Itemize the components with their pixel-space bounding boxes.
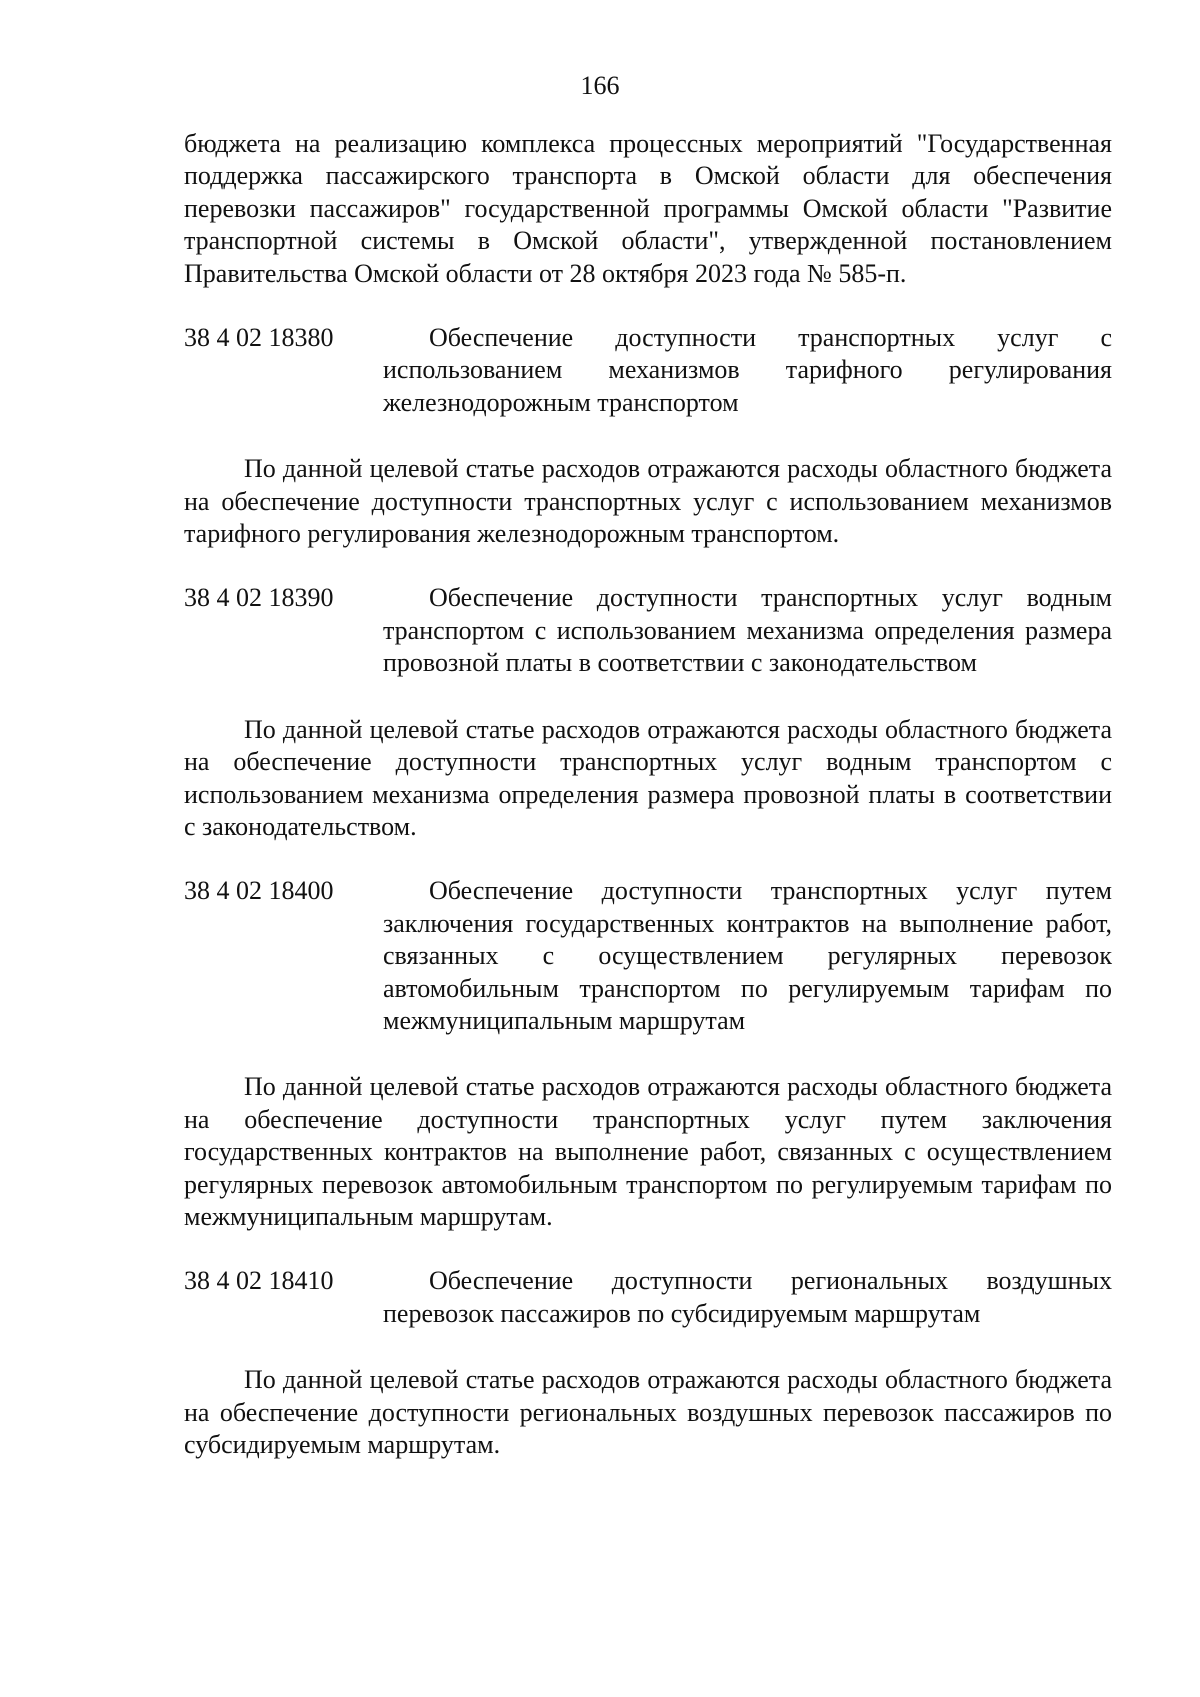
document-body	[184, 128, 1112, 1493]
entry-description: По данной целевой статье расходов отражаются расходы областного бюджета на обеспечение доступности региональных воздушных перевозок пассажиров по субсидируемым маршрутам.	[184, 1365, 1112, 1459]
entry-title: Обеспечение доступности региональных воздушных перевозок пассажиров по субсидируемым маршрутам	[383, 1266, 1112, 1328]
entry-description: По данной целевой статье расходов отражаются расходы областного бюджета на обеспечение доступности транспортных услуг с использованием механизмов тарифного регулирования железнодорожным транспортом.	[184, 454, 1112, 549]
entry-code: 38 4 02 18410	[184, 1266, 334, 1296]
entry-title: Обеспечение доступности транспортных услуг с использованием механизмов тарифного регулирования железнодорожным транспортом	[383, 323, 1112, 417]
entry-description: По данной целевой статье расходов отражаются расходы областного бюджета на обеспечение доступности транспортных услуг путем заключения государственных контрактов на выполнение работ, связанных с осуществлением регулярных перевозок автомобильным транспортом по регулируемым тарифам по межмуниципальным маршрутам.	[184, 1072, 1112, 1231]
entry-code: 38 4 02 18390	[184, 583, 334, 613]
page-number: 166	[580, 71, 620, 100]
budget-entry	[184, 1265, 1112, 1461]
entry-code: 38 4 02 18380	[184, 323, 334, 353]
entry-description: По данной целевой статье расходов отражаются расходы областного бюджета на обеспечение доступности транспортных услуг водным транспортом с использованием механизма определения размера провозной платы в соответствии с законодательством.	[184, 714, 1112, 841]
entry-heading	[184, 582, 1112, 679]
entry-title: Обеспечение доступности транспортных услуг водным транспортом с использованием механизма определения размера провозной платы в соответствии с законодательством	[383, 583, 1112, 678]
entry-heading	[184, 875, 1112, 1037]
budget-entry	[184, 582, 1112, 843]
entry-code: 38 4 02 18400	[184, 876, 334, 906]
entry-heading	[184, 1265, 1112, 1330]
budget-entry	[184, 875, 1112, 1233]
entry-heading	[184, 322, 1112, 419]
budget-entry	[184, 322, 1112, 550]
intro-paragraph: бюджета на реализацию комплекса процессных мероприятий "Государственная поддержка пассажирского транспорта в Омской области для обеспечения перевозки пассажиров" государственной программы Омской области "Развитие транспортной системы в Омской области", утвержденной постановлением Правительства Омской области от 28 октября 2023 года № 585-п.	[184, 129, 1112, 288]
entry-title: Обеспечение доступности транспортных услуг путем заключения государственных контрактов на выполнение работ, связанных с осуществлением регулярных перевозок автомобильным транспортом по регулируемым тарифам по межмуниципальным маршрутам	[383, 876, 1112, 1035]
